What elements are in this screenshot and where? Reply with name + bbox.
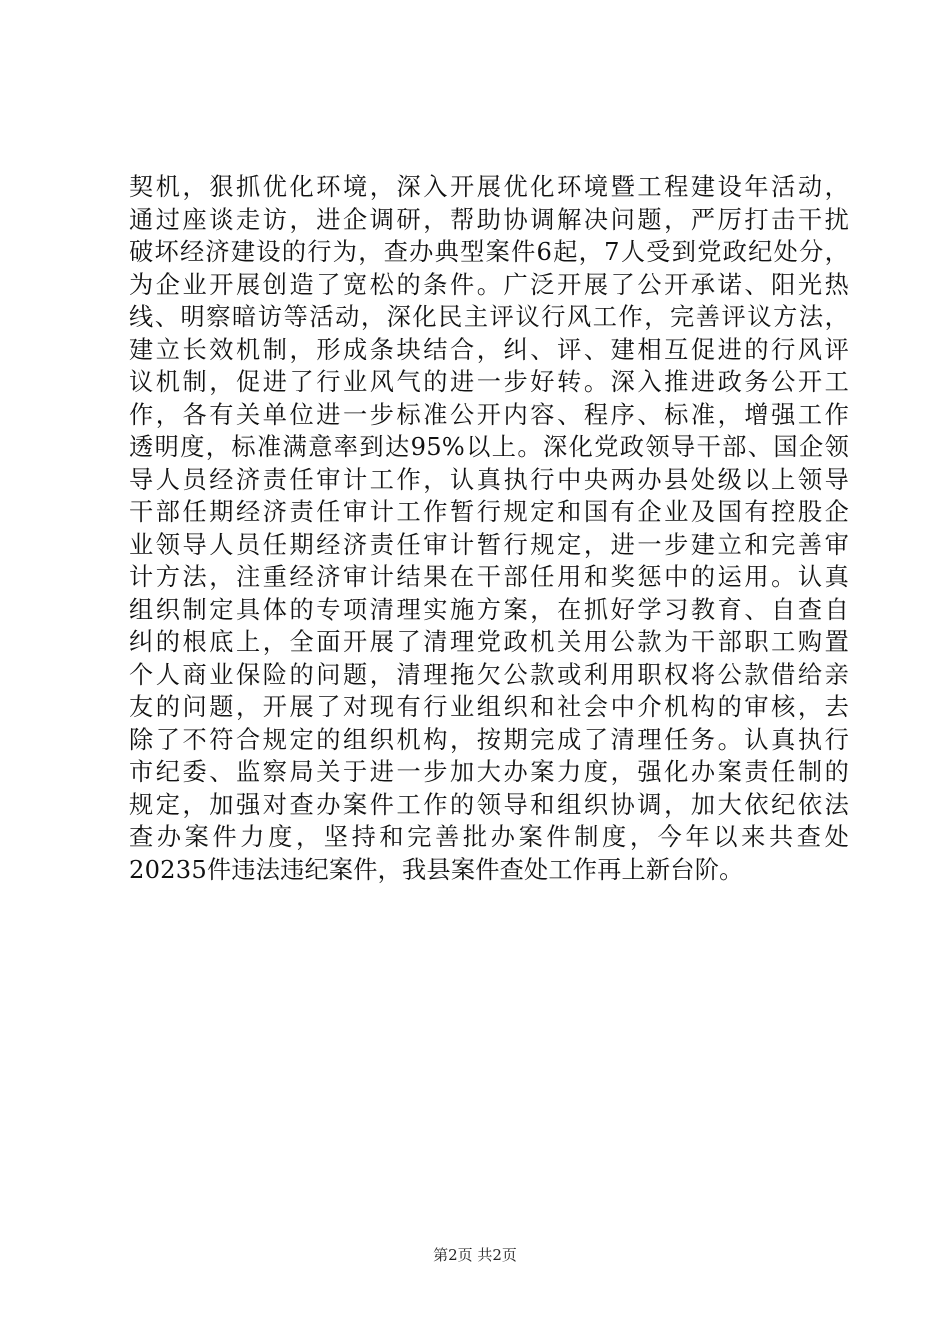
- text-line: 议机制，促进了行业风气的进一步好转。深入推进政务公开工: [129, 368, 849, 396]
- page-number-footer: 第2页 共2页: [433, 1246, 517, 1264]
- text-line: 透明度，标准满意率到达95%以上。深化党政领导干部、国企领: [129, 433, 849, 461]
- text-line: 组织制定具体的专项清理实施方案，在抓好学习教育、自查自: [129, 595, 849, 624]
- text-line: 查办案件力度，坚持和完善批办案件制度，今年以来共查处: [129, 823, 849, 851]
- text-line: 为企业开展创造了宽松的条件。广泛开展了公开承诺、阳光热: [129, 270, 849, 299]
- text-line: 破坏经济建设的行为，查办典型案件6起，7人受到党政纪处分，: [129, 238, 849, 266]
- text-line: 作，各有关单位进一步标准公开内容、程序、标准，增强工作: [129, 400, 849, 429]
- text-line: 建立长效机制，形成条块结合，纠、评、建相互促进的行风评: [129, 335, 849, 364]
- body-paragraph: [129, 171, 849, 886]
- text-line: 纠的根底上，全面开展了清理党政机关用公款为干部职工购置: [129, 628, 849, 656]
- text-line: 线、明察暗访等活动，深化民主评议行风工作，完善评议方法，: [129, 303, 849, 331]
- text-line: 导人员经济责任审计工作，认真执行中央两办县处级以上领导: [129, 465, 849, 494]
- text-line: 个人商业保险的问题，清理拖欠公款或利用职权将公款借给亲: [129, 660, 849, 689]
- text-line-last: 20235件违法违纪案件，我县案件查处工作再上新台阶。: [129, 855, 744, 884]
- text-line: 契机，狠抓优化环境，深入开展优化环境暨工程建设年活动，: [129, 173, 849, 201]
- text-line: 业领导人员任期经济责任审计暂行规定，进一步建立和完善审: [129, 530, 849, 559]
- text-line: 干部任期经济责任审计工作暂行规定和国有企业及国有控股企: [129, 498, 849, 526]
- text-line: 除了不符合规定的组织机构，按期完成了清理任务。认真执行: [129, 725, 849, 754]
- text-line: 市纪委、监察局关于进一步加大办案力度，强化办案责任制的: [129, 758, 849, 786]
- text-line: 规定，加强对查办案件工作的领导和组织协调，加大依纪依法: [129, 790, 849, 819]
- text-line: 通过座谈走访，进企调研，帮助协调解决问题，严厉打击干扰: [129, 205, 849, 234]
- text-line: 计方法，注重经济审计结果在干部任用和奖惩中的运用。认真: [129, 563, 849, 591]
- text-line: 友的问题，开展了对现有行业组织和社会中介机构的审核，去: [129, 693, 849, 721]
